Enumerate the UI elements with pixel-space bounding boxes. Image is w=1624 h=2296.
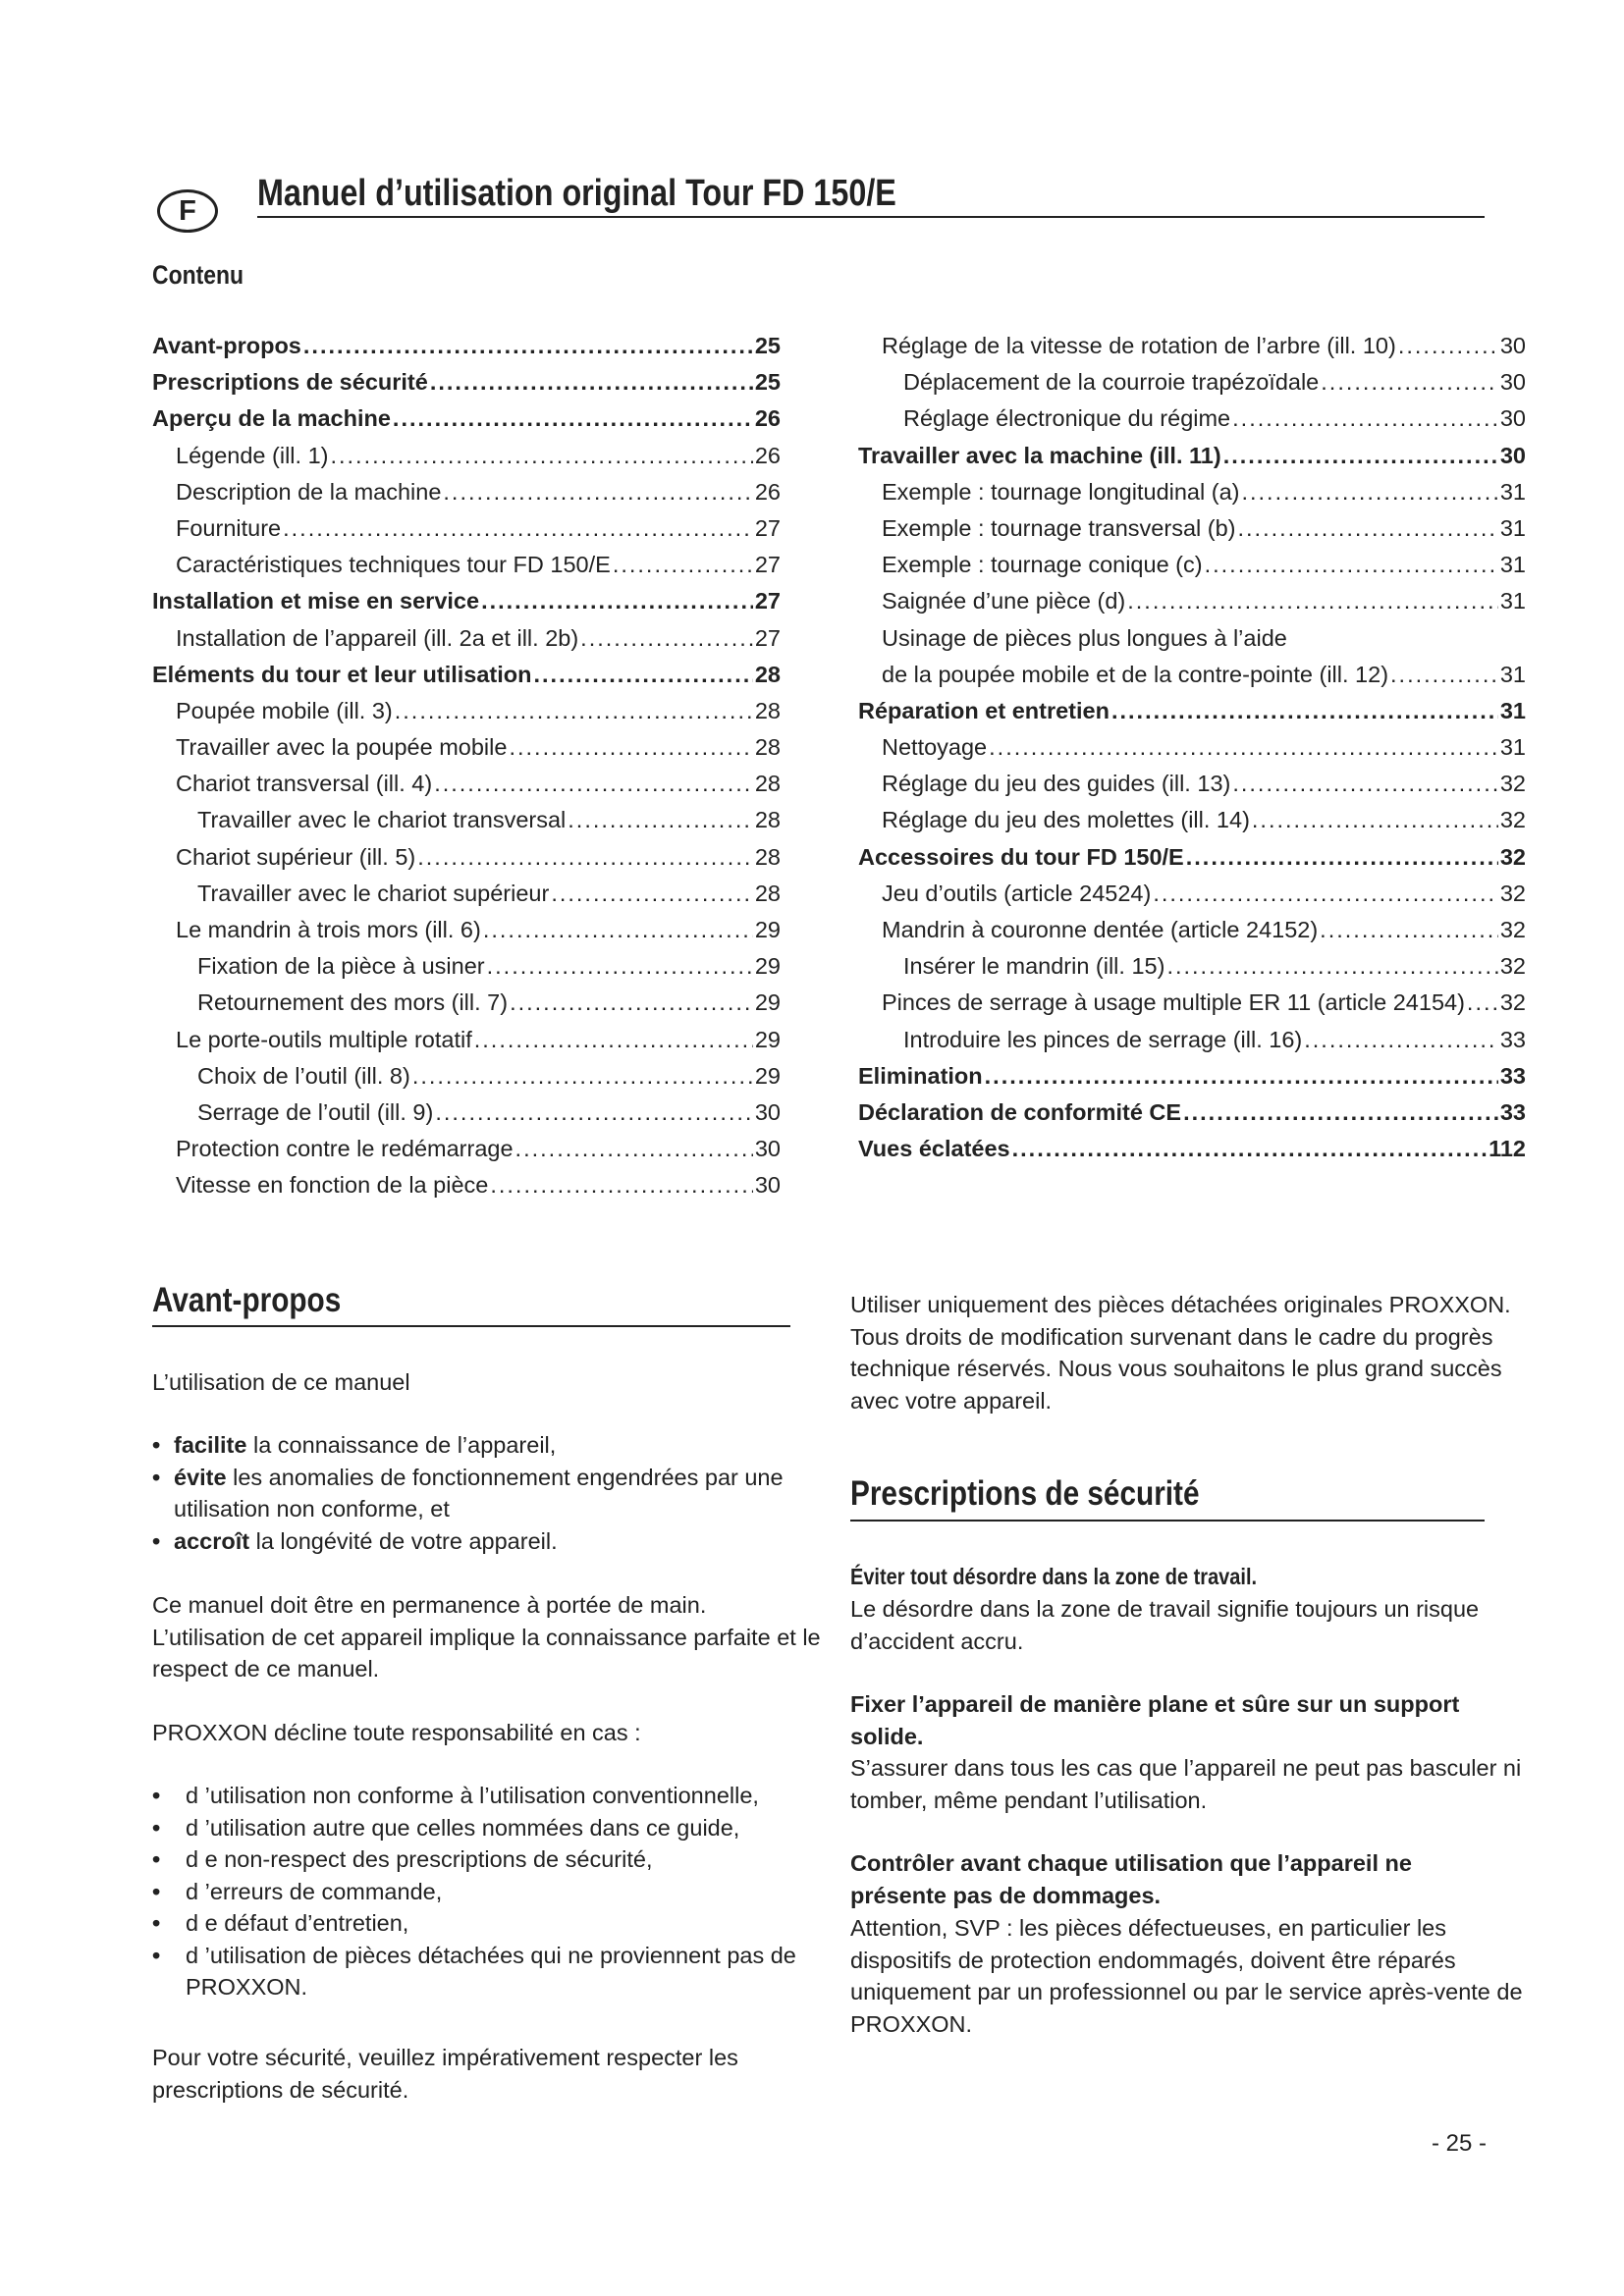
toc-entry-page: 31 (1499, 588, 1526, 614)
toc-entry-label: Nettoyage (882, 734, 988, 761)
toc-dot-leader (1320, 912, 1498, 948)
toc-entry-label: de la poupée mobile et de la contre-pointe (ill. 12) (882, 661, 1389, 687)
toc-entry-page: 26 (754, 478, 781, 505)
toc-entry-page: 28 (754, 697, 781, 723)
securite-heading-1: Éviter tout désordre dans la zone de travail. (850, 1564, 1258, 1589)
toc-dot-leader (1166, 948, 1497, 985)
toc-entry-page: 30 (754, 1136, 781, 1162)
liability-case: • d ’utilisation autre que celles nommées dans ce guide, (152, 1812, 830, 1844)
toc-dot-leader (483, 912, 753, 948)
toc-entry (858, 438, 1526, 474)
toc-dot-leader (435, 1095, 753, 1131)
avant-propos-rule (152, 1325, 790, 1327)
toc-entry-label: Mandrin à couronne dentée (article 24152) (882, 917, 1319, 942)
toc-dot-leader (1127, 583, 1498, 619)
toc-entry (858, 510, 1526, 547)
toc-dot-leader (1252, 802, 1498, 838)
toc-entry (152, 1131, 781, 1167)
toc-dot-leader (509, 729, 752, 766)
title-rule (257, 216, 1485, 218)
benefit-item: • évite les anomalies de fonctionnement engendrées par une utilisation non conforme, et (152, 1462, 800, 1525)
toc-entry-page: 29 (754, 989, 781, 1016)
toc-entry-page: 25 (754, 369, 781, 396)
toc-entry-label: Jeu d’outils (article 24524) (882, 880, 1152, 906)
toc-dot-leader (1183, 1095, 1498, 1131)
toc-entry-page: 29 (754, 953, 781, 980)
toc-entry-page: 29 (754, 1026, 781, 1052)
toc-entry-page: 32 (1499, 771, 1526, 797)
toc-entry-page: 28 (754, 807, 781, 833)
toc-dot-leader (1241, 474, 1497, 510)
toc-entry (152, 547, 781, 583)
toc-entry-label: Choix de l’outil (ill. 8) (197, 1062, 410, 1089)
avant-propos-para4: Pour votre sécurité, veuillez impérativement respecter les prescriptions de sécurité. (152, 2045, 738, 2103)
toc-entry (858, 693, 1526, 729)
page-number: - 25 - (1432, 2130, 1488, 2157)
toc-dot-leader (417, 839, 753, 876)
toc-left-column (152, 328, 781, 1204)
toc-dot-leader (1111, 693, 1498, 729)
toc-entry-page: 26 (754, 442, 781, 468)
toc-entry-label: Fourniture (176, 514, 282, 541)
toc-entry-page: 33 (1499, 1062, 1526, 1089)
toc-dot-leader (1232, 400, 1498, 437)
toc-dot-leader (613, 547, 753, 583)
toc-dot-leader (490, 1167, 753, 1203)
toc-entry (152, 876, 781, 912)
toc-dot-leader (1390, 657, 1498, 693)
avant-propos-para3: PROXXON décline toute responsabilité en cas : (152, 1720, 641, 1745)
toc-entry-page: 27 (754, 624, 781, 651)
toc-dot-leader (430, 364, 753, 400)
toc-dot-leader (1398, 328, 1498, 364)
toc-entry (152, 400, 781, 437)
securite-heading-3: Contrôler avant chaque utilisation que l’appareil ne présente pas de dommages. (850, 1850, 1412, 1908)
securite-para-3: Attention, SVP : les pièces défectueuses, en particulier les dispositifs de protection endommagés, doivent être réparés uniquement par un professionnel ou par le service après-vente de PROXXON. (850, 1915, 1523, 2037)
toc-entry (152, 620, 781, 657)
toc-dot-leader (434, 766, 753, 802)
toc-dot-leader (393, 400, 753, 437)
toc-entry (152, 912, 781, 948)
toc-entry-page: 29 (754, 1062, 781, 1089)
toc-entry (152, 693, 781, 729)
toc-entry-page: 28 (754, 880, 781, 906)
toc-dot-leader (303, 328, 753, 364)
toc-entry (858, 1058, 1526, 1095)
toc-entry-page: 28 (754, 661, 781, 687)
document-title: Manuel d’utilisation original Tour FD 150/E (257, 173, 896, 214)
toc-entry-label: Travailler avec le chariot transversal (197, 807, 567, 833)
toc-entry-label: Travailler avec la poupée mobile (176, 734, 508, 761)
toc-entry-label: Serrage de l’outil (ill. 9) (197, 1098, 434, 1125)
toc-entry-page: 27 (754, 552, 781, 578)
toc-entry-page: 32 (1499, 917, 1526, 942)
toc-entry-label: Introduire les pinces de serrage (ill. 16) (903, 1026, 1303, 1052)
toc-entry-label: Poupée mobile (ill. 3) (176, 697, 393, 723)
toc-entry (152, 364, 781, 400)
toc-entry-label: Accessoires du tour FD 150/E (858, 843, 1184, 870)
toc-entry-label: Saignée d’une pièce (d) (882, 588, 1126, 614)
toc-entry (152, 1167, 781, 1203)
toc-entry (858, 474, 1526, 510)
toc-dot-leader (534, 657, 753, 693)
toc-dot-leader (412, 1058, 753, 1095)
toc-dot-leader (283, 510, 753, 547)
toc-entry-page: 30 (1499, 442, 1526, 468)
toc-dot-leader (1321, 364, 1498, 400)
toc-entry (858, 912, 1526, 948)
toc-entry-page: 28 (754, 734, 781, 761)
avant-propos-intro: L’utilisation de ce manuel (152, 1369, 410, 1395)
toc-entry-page: 32 (1499, 807, 1526, 833)
toc-right-column (858, 328, 1526, 1167)
toc-entry-label: Travailler avec le chariot supérieur (197, 880, 550, 906)
toc-dot-leader (443, 474, 752, 510)
toc-entry-page: 32 (1499, 880, 1526, 906)
toc-entry (152, 583, 781, 619)
toc-dot-leader (1012, 1131, 1487, 1167)
toc-entry (858, 620, 1526, 657)
toc-entry-page: 31 (1499, 661, 1526, 687)
toc-entry-page: 112 (1489, 1136, 1526, 1162)
toc-entry-label: Travailler avec la machine (ill. 11) (858, 442, 1221, 468)
toc-entry-page: 33 (1499, 1026, 1526, 1052)
securite-para-1: Le désordre dans la zone de travail signifie toujours un risque d’accident accru. (850, 1596, 1480, 1654)
toc-dot-leader (395, 693, 753, 729)
toc-entry-page: 31 (1499, 552, 1526, 578)
toc-entry (858, 1022, 1526, 1058)
toc-entry-page: 33 (1499, 1098, 1526, 1125)
toc-entry-label: Description de la machine (176, 478, 442, 505)
toc-entry (858, 400, 1526, 437)
toc-entry (858, 364, 1526, 400)
toc-entry-page: 28 (754, 843, 781, 870)
toc-entry-label: Réglage du jeu des molettes (ill. 14) (882, 807, 1250, 833)
toc-entry-label: Exemple : tournage transversal (b) (882, 514, 1236, 541)
toc-entry (152, 985, 781, 1021)
liability-case: • d ’utilisation non conforme à l’utilisation conventionnelle, (152, 1780, 830, 1812)
toc-entry (858, 985, 1526, 1021)
toc-entry-label: Chariot supérieur (ill. 5) (176, 843, 416, 870)
toc-entry-label: Protection contre le redémarrage (176, 1136, 514, 1162)
toc-entry-page: 31 (1499, 478, 1526, 505)
toc-entry (152, 948, 781, 985)
toc-entry (858, 839, 1526, 876)
toc-entry (152, 839, 781, 876)
toc-entry-page: 27 (754, 588, 781, 614)
toc-dot-leader (515, 1131, 753, 1167)
toc-dot-leader (1238, 510, 1498, 547)
toc-dot-leader (989, 729, 1498, 766)
toc-entry-label: Déplacement de la courroie trapézoïdale (903, 369, 1320, 396)
toc-dot-leader (481, 583, 753, 619)
toc-entry-label: Prescriptions de sécurité (152, 369, 428, 396)
toc-entry (152, 474, 781, 510)
toc-entry-page: 32 (1499, 989, 1526, 1016)
toc-entry-label: Le mandrin à trois mors (ill. 6) (176, 917, 481, 942)
toc-entry-label: Pinces de serrage à usage multiple ER 11 (article 24154) (882, 989, 1465, 1016)
toc-entry (152, 328, 781, 364)
toc-entry (152, 657, 781, 693)
securite-para-2: S’assurer dans tous les cas que l’appareil ne peut pas basculer ni tomber, même pendant l’utilisation. (850, 1755, 1522, 1813)
toc-entry (858, 948, 1526, 985)
toc-dot-leader (1467, 985, 1498, 1021)
toc-entry-label: Vues éclatées (858, 1136, 1010, 1162)
toc-entry (152, 438, 781, 474)
toc-entry-label: Déclaration de conformité CE (858, 1098, 1182, 1125)
avant-propos-title: Avant-propos (152, 1281, 342, 1319)
toc-entry (858, 657, 1526, 693)
liability-case: • d e défaut d’entretien, (152, 1907, 830, 1940)
securite-title: Prescriptions de sécurité (850, 1474, 1200, 1513)
toc-entry-label: Installation et mise en service (152, 588, 480, 614)
liability-case: • d ’utilisation de pièces détachées qui ne proviennent pas de PROXXON. (152, 1940, 830, 2003)
toc-entry-label: Insérer le mandrin (ill. 15) (903, 953, 1165, 980)
toc-entry (152, 729, 781, 766)
toc-dot-leader (1153, 876, 1498, 912)
liability-cases-list (152, 1780, 830, 2003)
toc-entry (858, 802, 1526, 838)
toc-entry-page: 30 (1499, 369, 1526, 396)
benefits-list (152, 1429, 800, 1557)
toc-entry-label: Réglage électronique du régime (903, 405, 1231, 432)
toc-entry-page: 30 (1499, 405, 1526, 432)
toc-dot-leader (1232, 766, 1498, 802)
avant-propos-right-para: Utiliser uniquement des pièces détachées originales PROXXON. Tous droits de modification survenant dans le cadre du progrès technique réservés. Nous vous souhaitons le plus grand succès avec votre appareil. (850, 1292, 1511, 1414)
toc-entry-label: Avant-propos (152, 333, 301, 358)
securite-heading-2: Fixer l’appareil de manière plane et sûre sur un support solide. (850, 1691, 1460, 1749)
toc-dot-leader (1205, 547, 1498, 583)
toc-entry (858, 547, 1526, 583)
toc-entry-page: 28 (754, 771, 781, 797)
toc-entry (858, 766, 1526, 802)
language-badge: F (157, 189, 218, 233)
toc-entry (152, 766, 781, 802)
liability-case: • d e non-respect des prescriptions de sécurité, (152, 1843, 830, 1876)
toc-entry-page: 30 (1499, 333, 1526, 358)
toc-dot-leader (1304, 1022, 1498, 1058)
toc-entry-label: Caractéristiques techniques tour FD 150/E (176, 552, 611, 578)
toc-entry (152, 802, 781, 838)
toc-entry-label: Vitesse en fonction de la pièce (176, 1172, 489, 1199)
toc-entry (152, 1022, 781, 1058)
toc-entry (858, 729, 1526, 766)
toc-dot-leader (551, 876, 753, 912)
toc-dot-leader (580, 620, 753, 657)
toc-entry-label: Eléments du tour et leur utilisation (152, 661, 532, 687)
toc-dot-leader (1186, 839, 1498, 876)
toc-entry (858, 1095, 1526, 1131)
toc-entry-page: 32 (1499, 843, 1526, 870)
toc-dot-leader (510, 985, 753, 1021)
toc-entry-label: Retournement des mors (ill. 7) (197, 989, 509, 1016)
toc-dot-leader (1223, 438, 1498, 474)
toc-entry-page: 30 (754, 1172, 781, 1199)
toc-entry-label: Installation de l’appareil (ill. 2a et ill. 2b) (176, 624, 579, 651)
toc-entry-page: 27 (754, 514, 781, 541)
toc-entry-label: Réglage de la vitesse de rotation de l’arbre (ill. 10) (882, 333, 1396, 358)
toc-entry-label: Réparation et entretien (858, 697, 1110, 723)
toc-entry-label: Réglage du jeu des guides (ill. 13) (882, 771, 1231, 797)
toc-entry-page: 31 (1499, 697, 1526, 723)
toc-dot-leader (487, 948, 753, 985)
contents-heading: Contenu (152, 260, 244, 290)
toc-dot-leader (985, 1058, 1498, 1095)
securite-rule (850, 1520, 1485, 1522)
toc-entry-page: 29 (754, 917, 781, 942)
toc-entry-label: Exemple : tournage longitudinal (a) (882, 478, 1240, 505)
toc-entry (858, 583, 1526, 619)
avant-propos-para2: Ce manuel doit être en permanence à portée de main. L’utilisation de cet appareil implique la connaissance parfaite et le respect de ce manuel. (152, 1592, 821, 1682)
toc-entry-label: Aperçu de la machine (152, 405, 391, 432)
toc-entry-label: Fixation de la pièce à usiner (197, 953, 485, 980)
toc-entry-label: Exemple : tournage conique (c) (882, 552, 1203, 578)
toc-dot-leader (474, 1022, 753, 1058)
toc-entry-label: Elimination (858, 1062, 983, 1089)
liability-case: • d ’erreurs de commande, (152, 1876, 830, 1908)
toc-entry (152, 510, 781, 547)
toc-entry (152, 1095, 781, 1131)
toc-entry (858, 328, 1526, 364)
toc-dot-leader (330, 438, 752, 474)
toc-dot-leader (568, 802, 753, 838)
toc-entry (858, 876, 1526, 912)
toc-entry-label: Chariot transversal (ill. 4) (176, 771, 433, 797)
benefit-item: • facilite la connaissance de l’appareil, (152, 1429, 800, 1462)
toc-entry-label: Le porte-outils multiple rotatif (176, 1026, 472, 1052)
toc-entry (858, 1131, 1526, 1167)
toc-entry-page: 32 (1499, 953, 1526, 980)
toc-entry (152, 1058, 781, 1095)
toc-entry-label: Usinage de pièces plus longues à l’aide (882, 624, 1287, 651)
benefit-item: • accroît la longévité de votre appareil. (152, 1525, 800, 1558)
toc-entry-page: 26 (754, 405, 781, 432)
toc-entry-page: 31 (1499, 514, 1526, 541)
toc-entry-page: 30 (754, 1098, 781, 1125)
toc-entry-label: Légende (ill. 1) (176, 442, 329, 468)
toc-entry-page: 25 (754, 333, 781, 358)
toc-entry-page: 31 (1499, 734, 1526, 761)
